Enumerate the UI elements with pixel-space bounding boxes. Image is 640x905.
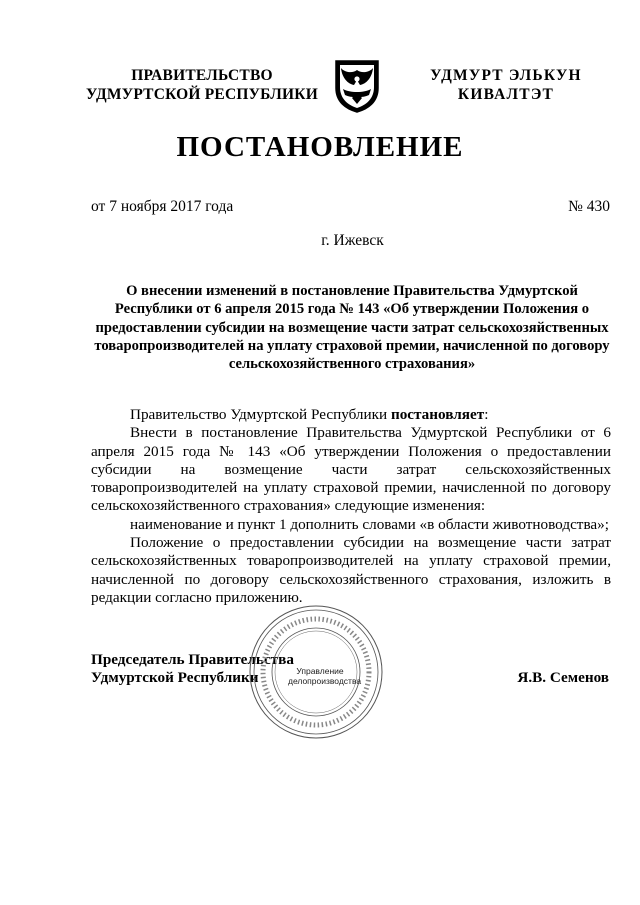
seal-line2: делопроизводства — [288, 676, 362, 686]
intro-prefix: Правительство Удмуртской Республики — [130, 406, 391, 423]
document-city: г. Ижевск — [321, 232, 384, 249]
body-intro — [91, 406, 611, 424]
seal-line1: Управление — [296, 666, 344, 676]
issuer-udmurt-line2: КИВАЛТЭТ — [457, 86, 555, 103]
udmurt-coat-of-arms-icon — [332, 58, 382, 114]
issuer-udmurt-line1: УДМУРТ ЭЛЬКУН — [430, 67, 582, 84]
document-date: от 7 ноября 2017 года — [91, 198, 234, 215]
document-number: № 430 — [568, 198, 610, 215]
issuer-russian — [86, 66, 318, 104]
body-paragraph-1: Внести в постановление Правительства Удмуртской Республики от 6 апреля 2015 года № 143 «Об утверждении Положения о предоставлении субсидии на возмещение части затрат сельскохозяйственных товаропроизводителей на уплату страховой премии, начисленной по договору сельскохозяйственного страхования» следующие изменения: — [91, 424, 611, 515]
signatory-name: Я.В. Семенов — [517, 669, 609, 686]
body-paragraph-2: наименование и пункт 1 дополнить словами «в области животноводства»; — [130, 515, 609, 533]
issuer-udmurt — [421, 66, 591, 104]
intro-suffix: : — [484, 406, 489, 423]
document-subject: О внесении изменений в постановление Правительства Удмуртской Республики от 6 апреля 2015 года № 143 «Об утверждении Положения о предоставлении субсидии на возмещение части затрат сельскохозяйственных товаропроизводителей на уплату страховой премии, начисленной по договору сельскохозяйственного страхования» — [94, 283, 610, 373]
document-title: ПОСТАНОВЛЕНИЕ — [176, 131, 464, 163]
document-body — [91, 406, 611, 607]
intro-verb: постановляет — [390, 406, 485, 423]
issuer-russian-line1: ПРАВИТЕЛЬСТВО — [131, 67, 273, 84]
signatory-position-line2: Удмуртской Республики — [91, 669, 259, 687]
signatory-position-line1: Председатель Правительства — [91, 651, 294, 668]
seal-inner-text — [288, 666, 362, 686]
body-paragraph-3: Положение о предоставлении субсидии на возмещение части затрат сельскохозяйственных товаропроизводителей на уплату страховой премии, начисленной по договору сельскохозяйственного страхования, изложить в редакции согласно приложению. — [91, 534, 611, 606]
issuer-russian-line2: УДМУРТСКОЙ РЕСПУБЛИКИ — [86, 86, 318, 103]
